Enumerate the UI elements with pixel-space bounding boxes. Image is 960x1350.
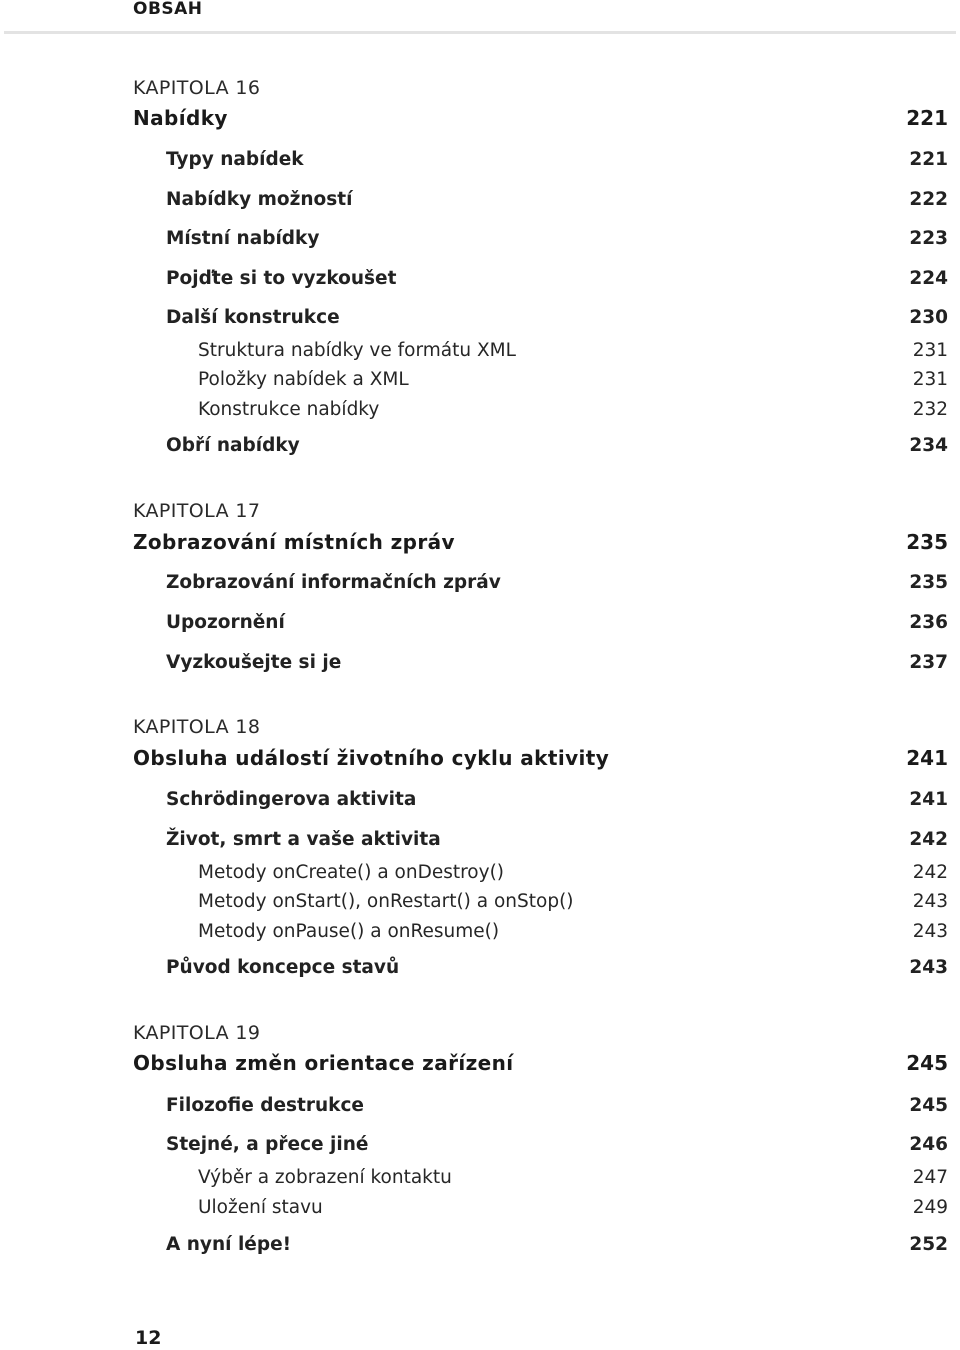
toc-subentry[interactable] [0,398,960,422]
entry-page: 235 [909,572,948,593]
entry-page: 243 [909,957,948,978]
chapter-title-row[interactable] [0,1051,960,1075]
chapter-label [0,499,960,523]
toc-entry[interactable] [0,788,960,812]
toc-entry[interactable] [0,571,960,595]
subentry-title: Konstrukce nabídky [198,399,380,420]
entry-title: Obří nabídky [166,435,300,456]
chapter-title-row[interactable] [0,106,960,130]
toc-entry[interactable] [0,1233,960,1257]
toc-entry[interactable] [0,828,960,852]
chapter-page: 245 [906,1051,948,1075]
entry-page: 245 [909,1095,948,1116]
subentry-page: 243 [912,891,948,912]
subentry-page: 247 [912,1167,948,1188]
toc-entry[interactable] [0,306,960,330]
chapter-title: Zobrazování místních zpráv [133,530,455,554]
entry-title: Vyzkoušejte si je [166,652,342,673]
entry-title: A nyní lépe! [166,1234,292,1255]
chapter-label [0,76,960,100]
chapter-label [0,715,960,739]
chapter-title: Obsluha změn orientace zařízení [133,1051,514,1075]
toc-subentry[interactable] [0,920,960,944]
toc-entry[interactable] [0,651,960,675]
toc-entry[interactable] [0,148,960,172]
entry-page: 246 [909,1134,948,1155]
entry-title: Místní nabídky [166,228,320,249]
subentry-page: 232 [912,399,948,420]
chapter-page: 221 [906,106,948,130]
toc-entry[interactable] [0,267,960,291]
subentry-title: Struktura nabídky ve formátu XML [198,340,516,361]
entry-title: Život, smrt a vaše aktivita [166,829,441,850]
chapter-page: 235 [906,530,948,554]
entry-title: Nabídky možností [166,189,353,210]
subentry-title: Položky nabídek a XML [198,369,409,390]
subentry-title: Metody onPause() a onResume() [198,921,500,942]
chapter-page: 241 [906,746,948,770]
chapter-title-row[interactable] [0,530,960,554]
entry-page: 237 [909,652,948,673]
entry-title: Pojďte si to vyzkoušet [166,268,397,289]
subentry-title: Uložení stavu [198,1197,323,1218]
toc-entry[interactable] [0,611,960,635]
toc-subentry[interactable] [0,1166,960,1190]
entry-title: Schrödingerova aktivita [166,789,417,810]
toc-entry[interactable] [0,227,960,251]
toc-entry[interactable] [0,434,960,458]
subentry-title: Metody onStart(), onRestart() a onStop() [198,891,574,912]
header-divider [4,31,956,34]
entry-page: 242 [909,829,948,850]
toc-entry[interactable] [0,1133,960,1157]
chapter-label [0,1021,960,1045]
toc-subentry[interactable] [0,339,960,363]
subentry-page: 243 [912,921,948,942]
subentry-title: Metody onCreate() a onDestroy() [198,862,504,883]
toc-subentry[interactable] [0,861,960,885]
subentry-page: 242 [912,862,948,883]
subentry-page: 231 [912,369,948,390]
subentry-page: 231 [912,340,948,361]
entry-title: Další konstrukce [166,307,340,328]
entry-page: 230 [909,307,948,328]
chapter-label-text: KAPITOLA 19 [133,1022,261,1044]
chapter-label-text: KAPITOLA 16 [133,77,261,99]
entry-page: 236 [909,612,948,633]
chapter-label-text: KAPITOLA 18 [133,716,261,738]
entry-title: Původ koncepce stavů [166,957,400,978]
entry-title: Zobrazování informačních zpráv [166,572,501,593]
entry-page: 222 [909,189,948,210]
toc-subentry[interactable] [0,890,960,914]
page-number: 12 [135,1327,162,1349]
entry-title: Stejné, a přece jiné [166,1134,369,1155]
toc-subentry[interactable] [0,1196,960,1220]
chapter-title-row[interactable] [0,746,960,770]
toc-subentry[interactable] [0,368,960,392]
chapter-label-text: KAPITOLA 17 [133,500,261,522]
toc-entry[interactable] [0,188,960,212]
chapter-title: Obsluha událostí životního cyklu aktivity [133,746,610,770]
entry-page: 252 [909,1234,948,1255]
chapter-title: Nabídky [133,106,228,130]
entry-page: 234 [909,435,948,456]
toc-entry[interactable] [0,956,960,980]
subentry-page: 249 [912,1197,948,1218]
entry-title: Filozofie destrukce [166,1095,364,1116]
entry-page: 223 [909,228,948,249]
entry-page: 241 [909,789,948,810]
toc-entry[interactable] [0,1094,960,1118]
running-header: OBSAH [133,0,203,19]
entry-page: 224 [909,268,948,289]
entry-title: Typy nabídek [166,149,304,170]
subentry-title: Výběr a zobrazení kontaktu [198,1167,452,1188]
entry-page: 221 [909,149,948,170]
entry-title: Upozornění [166,612,285,633]
